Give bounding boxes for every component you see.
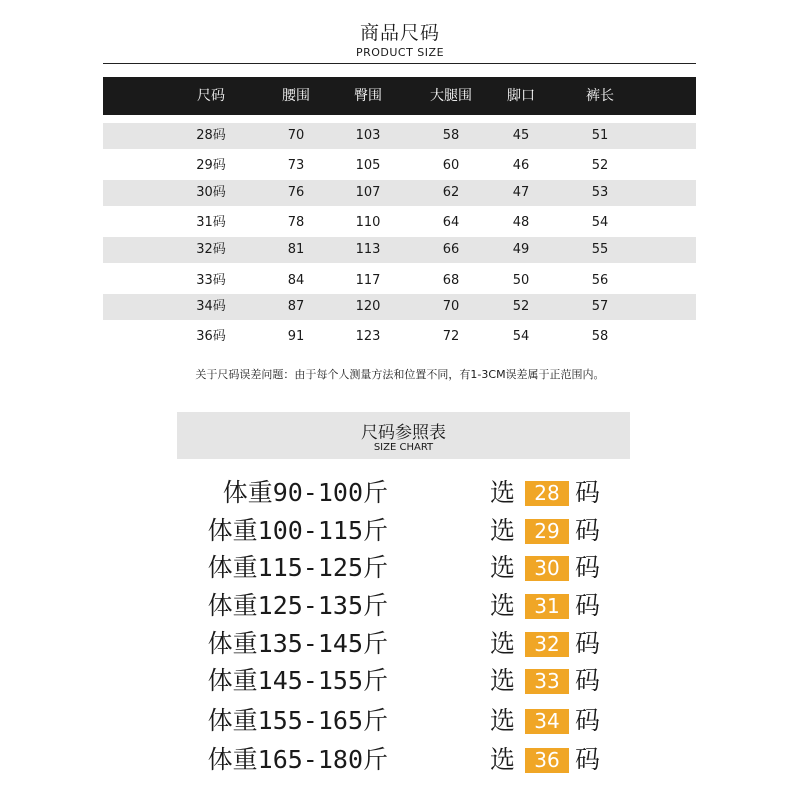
table-cell: 45 xyxy=(512,128,530,143)
table-cell: 56 xyxy=(591,273,609,288)
table-row xyxy=(103,294,696,320)
pick-label: 选 xyxy=(490,553,516,582)
table-cell: 58 xyxy=(442,128,460,143)
table-cell: 78 xyxy=(287,215,305,230)
table-cell: 120 xyxy=(355,299,381,314)
table-cell: 31码 xyxy=(196,215,226,230)
unit-label: 码 xyxy=(575,666,601,695)
weight-size-row xyxy=(0,474,800,512)
weight-range: 体重155-165斤 xyxy=(207,706,388,735)
table-cell: 68 xyxy=(442,273,460,288)
table-cell: 55 xyxy=(591,242,609,257)
table-cell: 81 xyxy=(287,242,305,257)
size-badge: 32 xyxy=(525,632,569,657)
unit-label: 码 xyxy=(575,516,601,545)
table-cell: 33码 xyxy=(196,273,226,288)
size-badge: 30 xyxy=(525,556,569,581)
weight-size-row xyxy=(0,625,800,663)
unit-label: 码 xyxy=(575,553,601,582)
table-cell: 123 xyxy=(355,329,381,344)
table-cell: 107 xyxy=(355,185,381,200)
column-header: 裤长 xyxy=(586,88,614,104)
table-cell: 57 xyxy=(591,299,609,314)
column-header: 腰围 xyxy=(282,88,310,104)
size-chart-title: 尺码参照表 xyxy=(361,423,446,443)
table-cell: 54 xyxy=(591,215,609,230)
pick-label: 选 xyxy=(490,516,516,545)
table-cell: 46 xyxy=(512,158,530,173)
table-cell: 52 xyxy=(591,158,609,173)
weight-range: 体重100-115斤 xyxy=(207,516,388,545)
title-divider xyxy=(103,63,696,64)
table-row xyxy=(103,123,696,149)
table-cell: 34码 xyxy=(196,299,226,314)
size-badge: 28 xyxy=(525,481,569,506)
weight-range: 体重125-135斤 xyxy=(207,591,388,620)
table-cell: 117 xyxy=(355,273,381,288)
weight-size-row xyxy=(0,512,800,550)
table-cell: 84 xyxy=(287,273,305,288)
table-cell: 91 xyxy=(287,329,305,344)
table-cell: 110 xyxy=(355,215,381,230)
table-cell: 32码 xyxy=(196,242,226,257)
table-cell: 62 xyxy=(442,185,460,200)
table-row xyxy=(103,324,696,350)
table-cell: 103 xyxy=(355,128,381,143)
weight-size-row xyxy=(0,662,800,700)
weight-range: 体重135-145斤 xyxy=(207,629,388,658)
weight-size-row xyxy=(0,702,800,740)
pick-label: 选 xyxy=(490,745,516,774)
size-chart-subtitle: SIZE CHART xyxy=(373,442,434,453)
pick-label: 选 xyxy=(490,478,516,507)
column-header: 脚口 xyxy=(507,88,535,104)
table-row xyxy=(103,180,696,206)
size-badge: 33 xyxy=(525,669,569,694)
table-cell: 29码 xyxy=(196,158,226,173)
pick-label: 选 xyxy=(490,629,516,658)
size-chart-header xyxy=(177,412,630,459)
table-cell: 70 xyxy=(442,299,460,314)
column-header: 大腿围 xyxy=(430,88,472,104)
table-cell: 28码 xyxy=(196,128,226,143)
unit-label: 码 xyxy=(575,706,601,735)
table-cell: 54 xyxy=(512,329,530,344)
page-subtitle: PRODUCT SIZE xyxy=(355,46,445,59)
table-cell: 52 xyxy=(512,299,530,314)
size-badge: 36 xyxy=(525,748,569,773)
weight-size-row xyxy=(0,549,800,587)
weight-range: 体重115-125斤 xyxy=(207,553,388,582)
table-row xyxy=(103,237,696,263)
table-header xyxy=(103,77,696,115)
table-cell: 76 xyxy=(287,185,305,200)
table-cell: 70 xyxy=(287,128,305,143)
table-cell: 49 xyxy=(512,242,530,257)
weight-size-row xyxy=(0,741,800,779)
table-row xyxy=(103,153,696,179)
table-cell: 105 xyxy=(355,158,381,173)
column-header: 尺码 xyxy=(197,88,225,104)
table-cell: 36码 xyxy=(196,329,226,344)
table-cell: 50 xyxy=(512,273,530,288)
size-badge: 31 xyxy=(525,594,569,619)
table-cell: 72 xyxy=(442,329,460,344)
table-row xyxy=(103,210,696,236)
weight-range: 体重165-180斤 xyxy=(207,745,388,774)
table-cell: 66 xyxy=(442,242,460,257)
table-cell: 48 xyxy=(512,215,530,230)
page-title: 商品尺码 xyxy=(359,22,440,44)
pick-label: 选 xyxy=(490,591,516,620)
table-cell: 51 xyxy=(591,128,609,143)
unit-label: 码 xyxy=(575,591,601,620)
table-cell: 47 xyxy=(512,185,530,200)
size-note: 关于尺码误差问题：由于每个人测量方法和位置不同，有1-3CM误差属于正范围内。 xyxy=(195,368,605,381)
size-badge: 29 xyxy=(525,519,569,544)
unit-label: 码 xyxy=(575,745,601,774)
pick-label: 选 xyxy=(490,666,516,695)
table-cell: 64 xyxy=(442,215,460,230)
unit-label: 码 xyxy=(575,629,601,658)
pick-label: 选 xyxy=(490,706,516,735)
table-cell: 87 xyxy=(287,299,305,314)
weight-range: 体重90-100斤 xyxy=(222,478,388,507)
weight-range: 体重145-155斤 xyxy=(207,666,388,695)
table-cell: 113 xyxy=(355,242,381,257)
unit-label: 码 xyxy=(575,478,601,507)
table-cell: 73 xyxy=(287,158,305,173)
table-row xyxy=(103,268,696,294)
weight-size-row xyxy=(0,587,800,625)
table-cell: 60 xyxy=(442,158,460,173)
table-cell: 30码 xyxy=(196,185,226,200)
column-header: 臀围 xyxy=(354,88,382,104)
size-badge: 34 xyxy=(525,709,569,734)
table-cell: 58 xyxy=(591,329,609,344)
table-cell: 53 xyxy=(591,185,609,200)
